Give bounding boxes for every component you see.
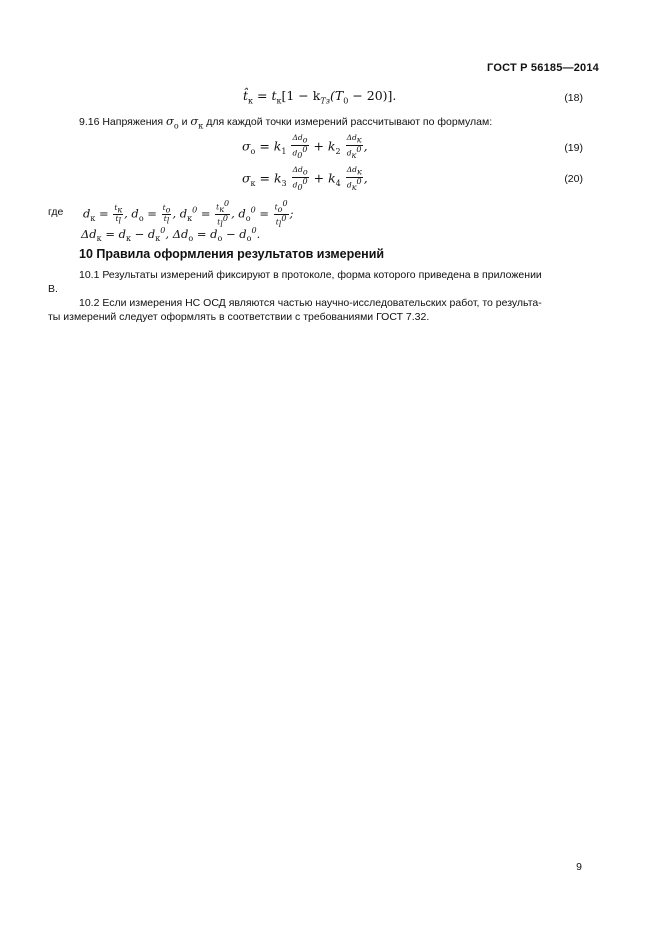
paragraph-10-1-cont: В. [48, 283, 58, 295]
paragraph-10-1: 10.1 Результаты измерений фиксируют в протоколе, форма которого приведена в приложении [79, 269, 542, 281]
equation-18-number: (18) [564, 92, 583, 104]
where-definitions-2: $\Delta d_к = d_к - d_к^0$, $\Delta d_о = d_о - d_о^0$. [81, 226, 261, 244]
equation-19: $\sigma_о = k_1$ $\frac{\Delta d_о}{d_0^0}$ + $k_2$ $\frac{\Delta d_к}{d_к^0}$ , [242, 133, 368, 160]
where-label: где [48, 206, 64, 218]
paragraph-10-2-cont: ты измерений следует оформлять в соответствии с требованиями ГОСТ 7.32. [48, 311, 430, 323]
equation-19-number: (19) [564, 142, 583, 154]
section-10-title: 10 Правила оформления результатов измерений [79, 247, 385, 261]
equation-18: $t̂_к = t_к[1 - k_{Tз}(T_0 - 20)]$. [243, 88, 397, 106]
paragraph-10-2: 10.2 Если измерения НС ОСД являются частью научно-исследовательских работ, то результа- [79, 297, 542, 309]
equation-20-number: (20) [564, 173, 583, 185]
equation-20: $\sigma_к = k_3$ $\frac{\Delta d_о}{d_0^0}$ + $k_4$ $\frac{\Delta d_к}{d_к^0}$ , [242, 165, 368, 192]
standard-id: ГОСТ Р 56185—2014 [487, 62, 599, 74]
paragraph-9-16: 9.16 Напряжения $\sigma_о$ и $\sigma_к$ для каждой точки измерений рассчитывают по формулам: [79, 114, 493, 131]
page-number: 9 [576, 861, 582, 873]
where-definitions-1: $d_к$ = $\frac{t_к}{t_l}$ , $d_о$ = $\frac{t_о}{t_l}$ , $d_к^0$ = $\frac{t_к^0}{t_l^0}$ , $d_о^0$ = $\frac{t_о^0}{t_l^0}$ ; [83, 199, 294, 229]
